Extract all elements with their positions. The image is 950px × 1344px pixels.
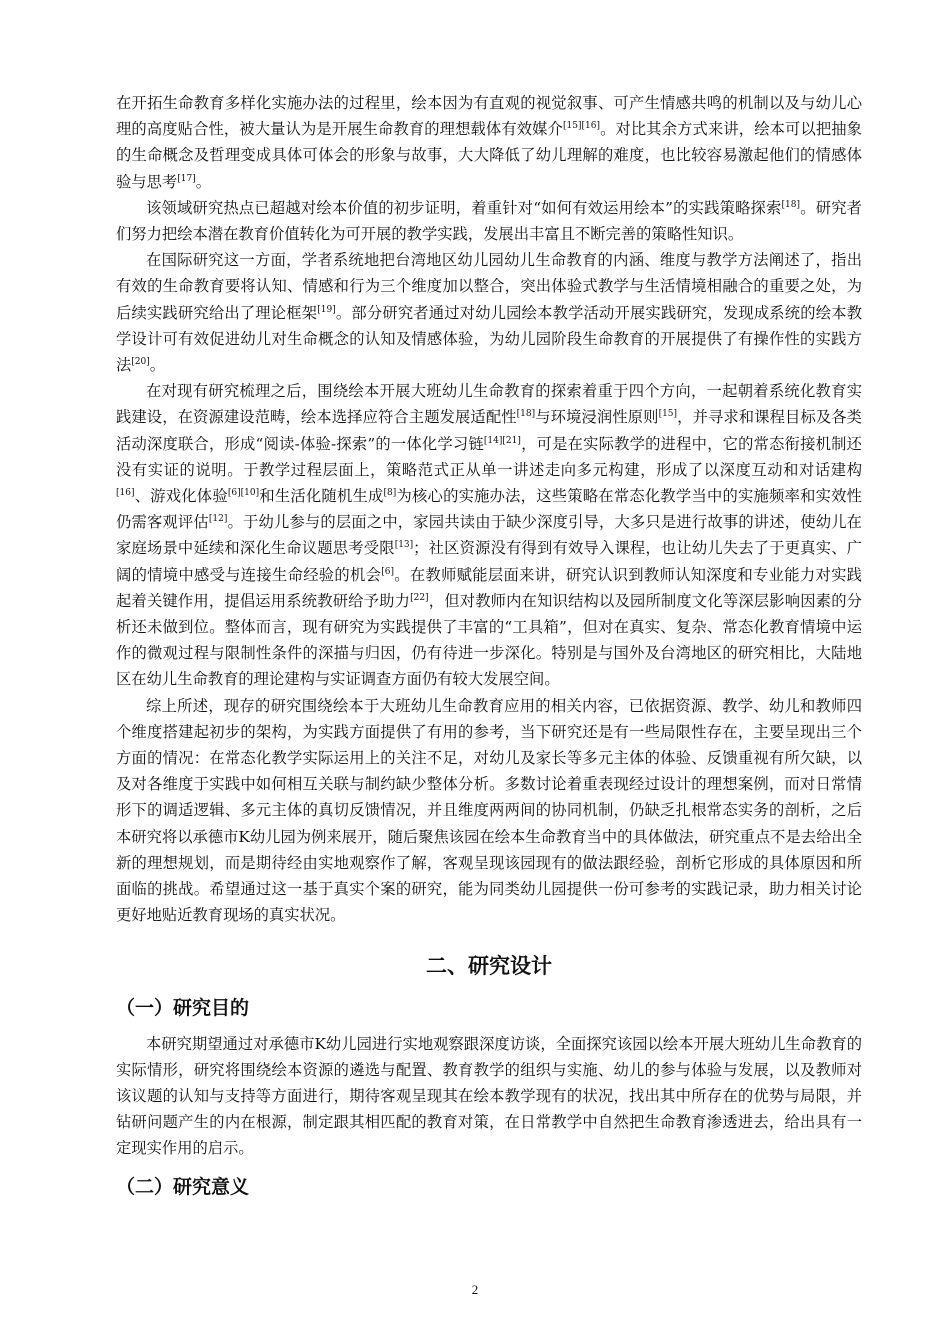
citation-reference: [19] xyxy=(317,304,336,315)
paragraph-text: ；社区资源没有得到有效导入课程，也让幼儿失去了于更真实、广阔的情境中感受与连接生命经验的机会 xyxy=(116,539,862,584)
document-body xyxy=(116,90,862,1210)
citation-reference: [18] xyxy=(781,199,801,210)
paragraph-text: 和生活化随机生成 xyxy=(259,487,384,506)
citation-reference: [17] xyxy=(177,173,196,184)
body-paragraph xyxy=(116,693,862,929)
paragraph-text: 。 xyxy=(195,172,211,191)
paragraph-text: ，但对教师内在知识结构以及园所制度文化等深层影响因素的分析还未做到位。整体而言，现有研究为实践提供了丰富的“工具箱”，但对在真实、复杂、常态化教育情境中运作的微观过程与限制性条件的深描与归因，仍有待进一步深化。特别是与国外及台湾地区的研究相比，大陆地区在幼儿生命教育的理论建构与实证调查方面仍有较大发展空间。 xyxy=(116,591,862,689)
paragraph-text: 在对现有研究梳理之后，围绕绘本开展大班幼儿生命教育的探索着重于四个方向，一起朝着系统化教育实践建设，在资源建设范畴，绘本选择应符合主题发展适配性 xyxy=(116,382,862,427)
citation-reference: [6][10] xyxy=(227,487,260,498)
subsection-title-significance: （二）研究意义 xyxy=(116,1175,250,1198)
paragraph-text: 为核心的实施办法，这些策略在常态化教学当中的实施频率和实效性仍需客观评估 xyxy=(116,487,862,532)
citation-reference: [15] xyxy=(658,409,678,420)
citation-reference: [18] xyxy=(516,409,536,420)
paragraph-text: 与环境浸润性原则 xyxy=(535,408,659,427)
section-title: 二、研究设计 xyxy=(426,953,552,978)
paragraph-text: 。对比其余方式来讲，绘本可以把抽象的生命概念及哲理变成具体可体会的形象与故事，大大降低了幼儿理解的难度，也比较容易激起他们的情感体验与思考 xyxy=(116,120,862,191)
body-paragraph xyxy=(116,247,862,378)
body-paragraph xyxy=(116,90,862,195)
subsection-title-purpose: （一）研究目的 xyxy=(116,996,250,1019)
citation-reference: [8] xyxy=(383,487,397,498)
citation-reference: [16] xyxy=(116,487,135,498)
citation-reference: [15][16] xyxy=(563,121,600,132)
citation-reference: [13] xyxy=(394,540,414,551)
paragraph-text: 在国际研究这一方面，学者系统地把台湾地区幼儿园幼儿生命教育的内涵、维度与教学方法阐述了，指出有效的生命教育要将认知、情感和行为三个维度加以整合，突出体验式教学与生活情境相融合的重要之处，为后续实践研究给出了理论框架 xyxy=(116,251,862,322)
citation-reference: [6] xyxy=(381,566,394,577)
paragraph-text: 。在教师赋能层面来讲，研究认识到教师认知深度和专业能力对实践起着关键作用，提倡运用系统教研给予助力 xyxy=(116,565,862,610)
paragraph-research-purpose: 本研究期望通过对承德市K幼儿园进行实地观察跟深度访谈，全面探究该园以绘本开展大班幼儿生命教育的实际情形，研究将围绕绘本资源的遴选与配置、教育教学的组织与实施、幼儿的参与体验与发展，以及教师对该议题的认知与支持等方面进行，期待客观呈现其在绘本教学现有的状况，找出其中所存在的优势与局限，并钻研问题产生的内在根源，制定跟其相匹配的教育对策，在日常教学中自然把生命教育渗透进去，给出具有一定现实作用的启示。 xyxy=(116,1034,862,1158)
citation-reference: [20] xyxy=(131,356,150,367)
paragraph-text: 该领域研究热点已超越对绘本价值的初步证明，着重针对“如何有效运用绘本”的实践策略探索 xyxy=(146,198,782,217)
paragraph-text: ，并寻求和课程目标及各类活动深度联合，形成“阅读-体验-探索”的一体化学习链 xyxy=(116,408,862,453)
body-paragraph xyxy=(116,378,862,692)
paragraph-text: 综上所述，现存的研究围绕绘本于大班幼儿生命教育应用的相关内容，已依据资源、教学、幼儿和教师四个维度搭建起初步的架构，为实践方面提供了有用的参考，当下研究还是有一些局限性存在，主要呈现出三个方面的情况：在常态化教学实际运用上的关注不足，对幼儿及家长等多元主体的体验、反馈重视有所欠缺，以及对各维度于实践中如何相互关联与制约缺少整体分析。多数讨论着重表现经过设计的理想案例，而对日常情形下的调适逻辑、多元主体的真切反馈情况，并且维度两两间的协同机制，仍缺乏扎根常态实务的剖析，之后本研究将以承德市K幼儿园为例来展开，随后聚焦该园在绘本生命教育当中的具体做法，研究重点不是去给出全新的理想规划，而是期待经由实地观察作了解，客观呈现该园现有的做法跟经验，剖析它形成的具体原因和所面临的挑战。希望通过这一基于真实个案的研究，能为同类幼儿园提供一份可参考的实践记录，助力相关讨论更好地贴近教育现场的真实状况。 xyxy=(116,696,862,925)
paragraph-text: 。于幼儿参与的层面之中，家园共读由于缺少深度引导，大多只是进行故事的讲述，使幼儿在家庭场景中延续和深化生命议题思考受限 xyxy=(116,513,862,558)
citation-reference: [22] xyxy=(410,592,429,603)
paragraph-text: ，可是在实际教学的进程中，它的常态衔接机制还没有实证的说明。于教学过程层面上，策略范式正从单一讲述走向多元构建，形成了以深度互动和对话建构 xyxy=(116,434,862,479)
paragraph-text: 。研究者们努力把绘本潜在教育价值转化为可开展的教学实践，发展出丰富且不断完善的策略性知识。 xyxy=(116,198,862,244)
literature-review-paragraphs xyxy=(116,90,862,929)
page-number: 2 xyxy=(471,1282,479,1297)
citation-reference: [14][21] xyxy=(483,435,521,446)
body-paragraph xyxy=(116,195,862,247)
paragraph-text: 、游戏化体验 xyxy=(134,487,228,506)
paragraph-text: 在开拓生命教育多样化实施办法的过程里，绘本因为有直观的视觉叙事、可产生情感共鸣的机制以及与幼儿心理的高度贴合性，被大量认为是开展生命教育的理想载体有效媒介 xyxy=(116,94,862,139)
paragraph-text: 。部分研究者通过对幼儿园绘本教学活动开展实践研究，发现成系统的绘本教学设计可有效促进幼儿对生命概念的认知及情感体验，为幼儿园阶段生命教育的开展提供了有操作性的实践方法 xyxy=(116,303,862,375)
paragraph-text: 。 xyxy=(149,356,166,375)
citation-reference: [12] xyxy=(208,514,228,525)
